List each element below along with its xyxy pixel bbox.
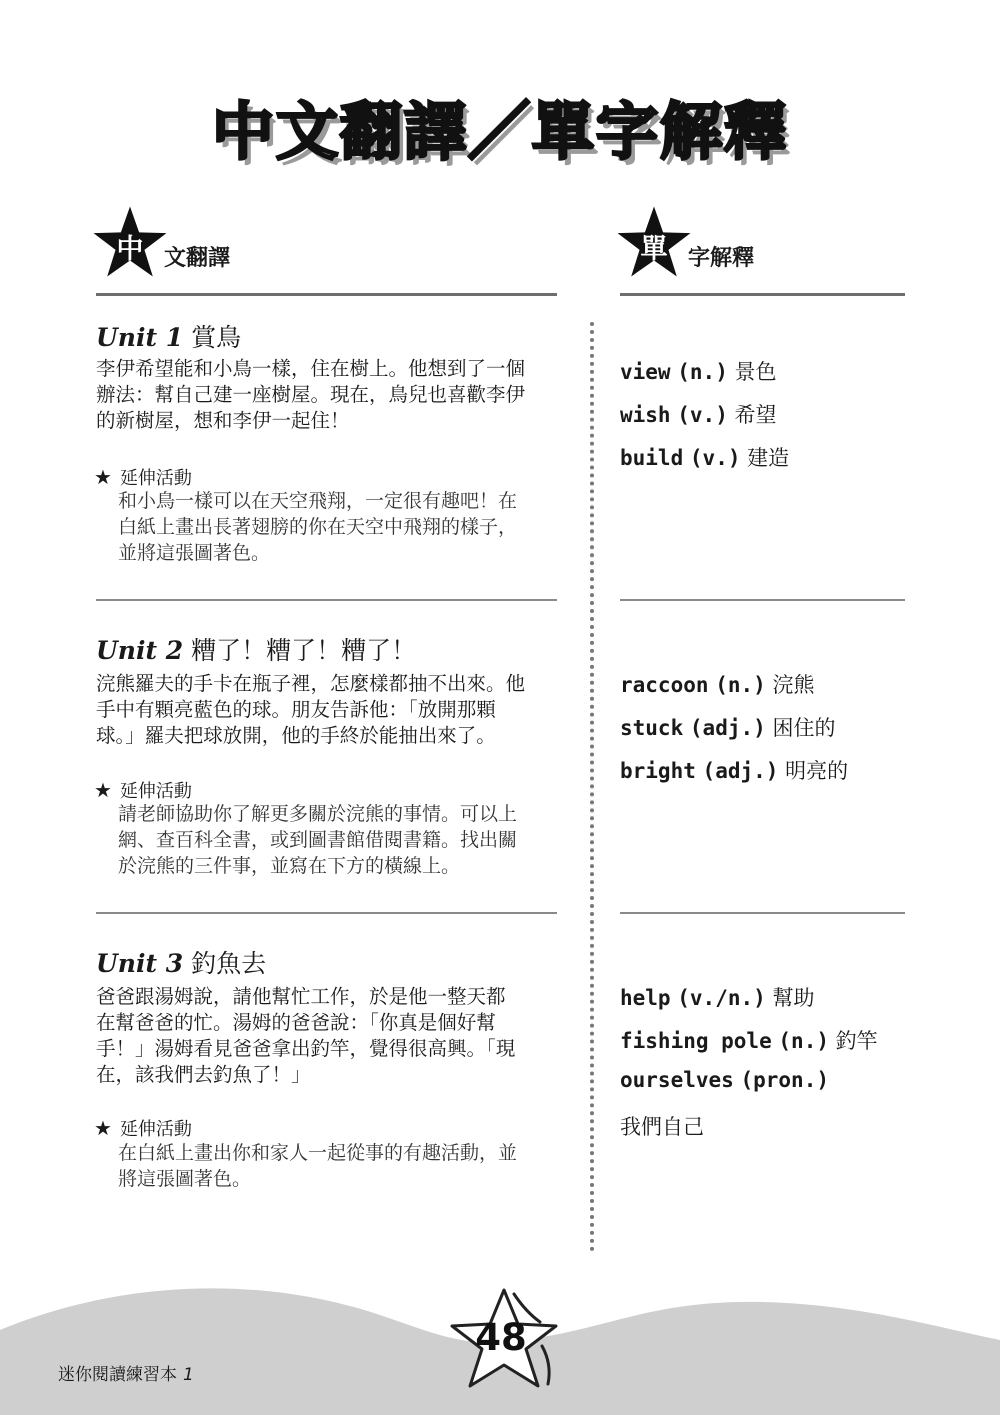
vocab-item [620, 982, 814, 1012]
extension-label-text: 延伸活動 [119, 468, 192, 489]
vocab-word: view [620, 360, 671, 384]
star-icon: ★ [94, 465, 112, 489]
vocab-meaning-wrapped: 我們自己 [620, 1115, 704, 1139]
unit-name: 賞鳥 [191, 323, 242, 352]
unit-1-title [96, 318, 241, 354]
paragraph-line: 在，該我們去釣魚了！」 [96, 1063, 311, 1086]
unit-2-activity [118, 801, 566, 879]
vocab-meaning: 幫助 [772, 986, 815, 1010]
unit-2-paragraph [96, 671, 566, 749]
vocab-meaning: 浣熊 [772, 673, 815, 697]
heading-star-char: 單 [640, 234, 668, 265]
activity-line: 並將這張圖著色。 [118, 542, 271, 564]
extension-label [94, 1115, 192, 1141]
unit-3-title [96, 944, 266, 980]
vocab-word: help [620, 986, 671, 1010]
vocab-word: bright [620, 759, 696, 783]
activity-line: 在白紙上畫出你和家人一起從事的有趣活動，並 [118, 1142, 518, 1164]
activity-line: 網、查百科全書，或到圖書館借閱書籍。找出關 [118, 829, 518, 851]
vocab-meaning: 困住的 [772, 716, 836, 740]
divider [620, 293, 905, 296]
vocab-meaning: 釣竿 [835, 1029, 878, 1053]
vocab-pos: (n.) [677, 360, 728, 384]
footer-book-title [58, 1360, 194, 1385]
paragraph-line: 辦法：幫自己建一座樹屋。現在，鳥兒也喜歡李伊 [96, 383, 526, 406]
divider [620, 912, 905, 914]
vocab-item [620, 399, 777, 429]
vocab-item [620, 356, 777, 386]
vocab-item [620, 1068, 829, 1092]
vocab-word: raccoon [620, 673, 709, 697]
divider [96, 912, 557, 914]
star-icon: ★ [94, 778, 112, 802]
extension-label-text: 延伸活動 [119, 1119, 192, 1140]
unit-label: Unit 3 [96, 949, 184, 978]
heading-text: 文翻譯 [164, 246, 231, 271]
vocab-item [620, 442, 789, 472]
extension-label [94, 464, 192, 490]
paragraph-line: 的新樹屋，想和李伊一起住！ [96, 409, 350, 432]
activity-line: 將這張圖著色。 [118, 1168, 252, 1190]
unit-name: 釣魚去 [191, 949, 267, 978]
vocab-item [620, 712, 835, 742]
activity-line: 白紙上畫出長著翅膀的你在天空中飛翔的樣子， [118, 516, 518, 538]
vocab-pos: (n.) [778, 1029, 829, 1053]
vocab-meaning: 景色 [734, 360, 777, 384]
translation-heading [92, 205, 292, 285]
vocab-pos: (v.) [689, 446, 741, 470]
page-number: 48 [475, 1316, 527, 1359]
vocab-item [620, 669, 814, 699]
page-title: 中文翻譯／單字解釋 [211, 95, 788, 168]
activity-line: 於浣熊的三件事，並寫在下方的橫線上。 [118, 855, 461, 877]
heading-star-char: 中 [116, 234, 144, 265]
vocab-pos: (adj.) [702, 759, 779, 783]
divider [620, 599, 905, 601]
extension-label [94, 777, 192, 803]
activity-line: 和小鳥一樣可以在天空飛翔，一定很有趣吧！在 [118, 490, 518, 512]
unit-name: 糟了！糟了！糟了！ [191, 636, 417, 665]
vocab-meaning: 希望 [734, 403, 777, 427]
vocab-word: stuck [620, 716, 684, 740]
vocab-word: wish [620, 403, 671, 427]
vocab-word: build [620, 446, 684, 470]
divider [96, 293, 557, 296]
extension-label-text: 延伸活動 [119, 781, 192, 802]
divider [96, 599, 557, 601]
paragraph-line: 手中有顆亮藍色的球。朋友告訴他：「放開那顆 [96, 698, 496, 721]
vocab-pos: (adj.) [689, 716, 766, 740]
unit-3-activity [118, 1140, 566, 1192]
vocab-item [620, 755, 848, 785]
unit-3-paragraph [96, 984, 566, 1088]
paragraph-line: 手！」湯姆看見爸爸拿出釣竿，覺得很高興。「現 [96, 1037, 516, 1060]
vocab-pos: (pron.) [740, 1068, 829, 1092]
unit-label: Unit 1 [96, 323, 184, 352]
paragraph-line: 浣熊羅夫的手卡在瓶子裡，怎麼樣都抽不出來。他 [96, 672, 526, 695]
vocabulary-heading [616, 205, 816, 285]
paragraph-line: 在幫爸爸的忙。湯姆的爸爸說：「你真是個好幫 [96, 1011, 496, 1034]
paragraph-line: 球。」羅夫把球放開，他的手終於能抽出來了。 [96, 724, 496, 747]
unit-label: Unit 2 [96, 636, 184, 665]
unit-1-activity [118, 488, 566, 566]
vocab-meaning: 明亮的 [785, 759, 849, 783]
activity-line: 請老師協助你了解更多關於浣熊的事情。可以上 [118, 803, 518, 825]
vocab-meaning: 建造 [747, 446, 790, 470]
paragraph-line: 李伊希望能和小鳥一樣，住在樹上。他想到了一個 [96, 357, 526, 380]
heading-text: 字解釋 [688, 246, 755, 271]
vocab-word: ourselves [620, 1068, 734, 1092]
vocab-pos: (v.) [677, 403, 728, 427]
vocab-item [620, 1025, 878, 1055]
paragraph-line: 爸爸跟湯姆說，請他幫忙工作，於是他一整天都 [96, 985, 506, 1008]
vocab-pos: (v./n.) [677, 986, 766, 1010]
book-volume: 1 [183, 1365, 194, 1385]
vocab-word: fishing pole [620, 1029, 772, 1053]
vocab-pos: (n.) [715, 673, 766, 697]
book-name: 迷你閱讀練習本 [58, 1365, 177, 1385]
star-icon: ★ [94, 1116, 112, 1140]
column-separator [590, 322, 594, 1252]
unit-2-title [96, 631, 416, 667]
unit-1-paragraph [96, 356, 566, 434]
